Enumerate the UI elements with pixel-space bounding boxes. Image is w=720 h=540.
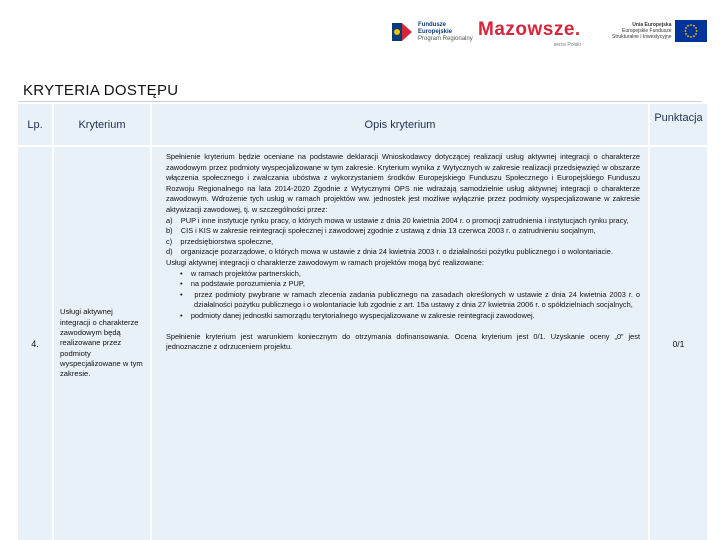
ue-line1: Unia Europejska [632, 22, 672, 28]
eu-flag-icon [675, 20, 707, 42]
header-punktacja: Punktacja [650, 104, 707, 145]
opis-bullet: • podmioty danej jednostki samorządu terytorialnego wyspecjalizowane w zakresie reintegracji zawodowej. [180, 310, 535, 320]
mazowsze-subtitle: serce Polski [553, 42, 581, 48]
bullet-icon: • [180, 310, 183, 320]
opis-list-item: b) CIS i KIS w zakresie reintegracji społecznej i zawodowej zgodnie z ustawą z dnia 13 czerwca 2003 r. o zatrudnieniu socjalnym, [166, 226, 596, 236]
opis-bullet: • przez podmioty pwybrane w ramach zlecenia zadania publicznego na zasadach określonych w ustawie z dnia 24 kwietnia 2003 r. o działalności pożytku publicznego i o wolontariacie lub zgodnie z art. 15a ustawy z dnia 27 kwietnia 2006 r. o spółdzielniach socjalnych, [180, 289, 640, 310]
title-divider [18, 101, 702, 102]
opis-paragraph-2: Usługi aktywnej integracji o charakterze zawodowym w ramach projektów mogą być realizowane: [166, 257, 484, 267]
ue-line3: Strukturalne i Inwestycyjne [612, 34, 672, 40]
opis-list-item: a) PUP i inne instytucje rynku pracy, o których mowa w ustawie z dnia 20 kwietnia 2004 r. o promocji zatrudnienia i instytucjach rynku pracy, [166, 215, 629, 225]
page-title: KRYTERIA DOSTĘPU [23, 82, 179, 99]
opis-list-item: d) organizacje pozarządowe, o których mowa w ustawie z dnia 24 kwietnia 2003 r. o działalności pożytku publicznego i o wolontariacie. [166, 247, 613, 257]
row-punktacja: 0/1 [650, 147, 707, 540]
fe-line1: Fundusze [418, 21, 446, 28]
opis-paragraph-1: Spełnienie kryterium będzie oceniane na podstawie deklaracji Wnioskodawcy dotyczącej realizacji usług aktywnej integracji o charakterze zawodowym przez podmioty wyspecjalizowane w tym zakresie. Kryterium wynika z Wytycznych w zakresie realizacji przedsięwzięć w obszarze włączenia społecznego i zwalczania ubóstwa z wykorzystaniem środków Europejskiego Funduszu Społecznego i Europejskiego Funduszu Rozwoju Regionalnego na lata 2014-2020 Zgodnie z Wytycznymi OPS nie wdrażają samodzielnie usług aktywnej integracji o charakterze zawodowym. Wdrożenie tych usług w ramach projektów ww. jednostek jest możliwe wyłącznie przez podmioty wyspecjalizowane w zakresie aktywizacji zawodowej, tj. w szczególności przez: [166, 152, 640, 214]
fe-line2: Europejskie [418, 28, 453, 35]
header-kryterium: Kryterium [54, 104, 150, 145]
logo-bar [0, 0, 720, 78]
row-opis [152, 147, 648, 540]
mazowsze-title: Mazowsze. [478, 19, 581, 40]
fundusze-europejskie-logo [390, 20, 473, 44]
opis-paragraph-3: Spełnienie kryterium jest warunkiem koniecznym do otrzymania dofinansowania. Ocena kryterium jest 0/1. Uzyskanie oceny „0” jest jednoznaczne z odrzuceniem projektu. [166, 331, 640, 352]
row-lp: 4. [18, 147, 52, 540]
opis-bullet: • w ramach projektów partnerskich, [180, 268, 301, 278]
criteria-table [18, 104, 707, 540]
header-opis: Opis kryterium [152, 104, 648, 145]
fe-star-icon [390, 20, 414, 44]
row-kryterium [54, 147, 150, 540]
mazowsze-logo [478, 20, 581, 48]
bullet-icon: • [180, 279, 183, 289]
opis-bullet: • na podstawie porozumienia z PUP, [180, 279, 305, 289]
bullet-icon: • [180, 289, 183, 299]
fe-line3: Program Regionalny [418, 35, 473, 42]
unia-europejska-logo [612, 20, 707, 42]
ue-line2: Europejskie Fundusze [622, 28, 672, 34]
header-lp: Lp. [18, 104, 52, 145]
kryterium-text: Usługi aktywnej integracji o charakterze zawodowym będą realizowane przez podmioty wyspecjalizowane w tym zakresie. [60, 307, 143, 379]
paragraph-spacer [166, 322, 640, 332]
bullet-icon: • [180, 268, 183, 278]
opis-list-item: c) przedsiębiorstwa społeczne, [166, 236, 274, 246]
